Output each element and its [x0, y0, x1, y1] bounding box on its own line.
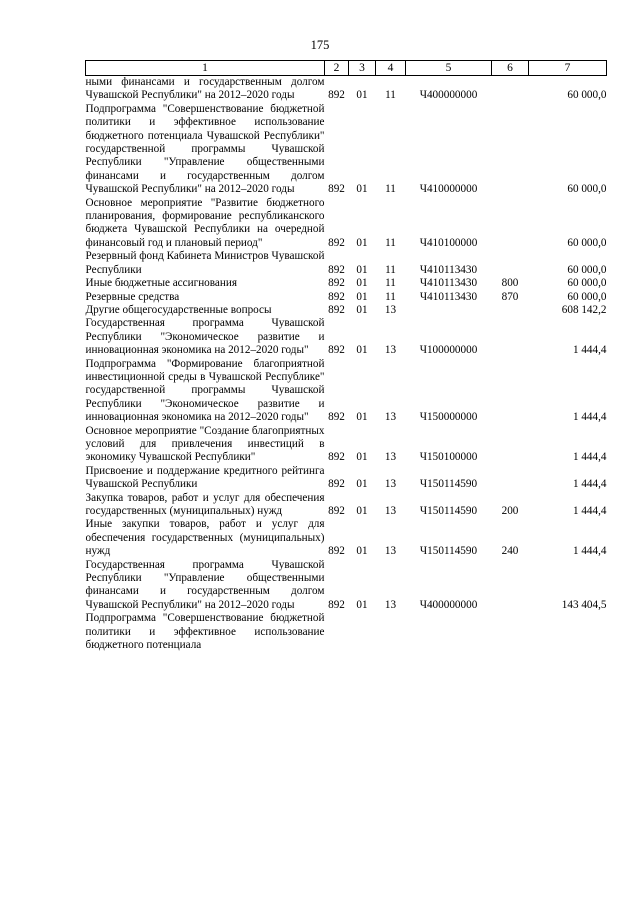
- ministry-code-cell: 892: [328, 277, 345, 290]
- amount-cell: 60 000,0: [567, 277, 607, 290]
- subsection-code-cell: 11: [385, 290, 396, 303]
- expense-type-cell: 800: [501, 277, 519, 290]
- header-col-6: 6: [492, 61, 529, 76]
- ministry-code-cell: 892: [328, 545, 345, 558]
- subsection-code-cell: 13: [384, 451, 397, 464]
- target-article-cell: Ч400000000: [419, 89, 478, 102]
- target-article-cell: Ч150000000: [419, 411, 478, 424]
- target-article-cell: Ч410113430: [419, 263, 478, 276]
- expense-type-cell: 870: [501, 290, 519, 303]
- amount-cell: 1 444,4: [572, 344, 607, 357]
- subsection-code-cell: 13: [384, 545, 397, 558]
- header-col-2: 2: [325, 61, 349, 76]
- header-col-5: 5: [406, 61, 492, 76]
- expense-type-cell: 200: [501, 505, 519, 517]
- subsection-code-cell: [376, 612, 406, 652]
- subsection-code-cell: 13: [384, 478, 397, 491]
- expense-type-cell: [492, 358, 529, 425]
- table-row: [86, 304, 607, 317]
- table-row: [86, 518, 607, 558]
- table-row: [86, 250, 607, 277]
- section-code-cell: 01: [356, 505, 368, 517]
- subsection-code-cell: 13: [384, 344, 397, 357]
- item-name-cell: Основное мероприятие "Развитие бюджетного планирования, формирование республиканского бюджета Чувашской Республики на очередной финансовый год и плановый период": [85, 196, 325, 249]
- section-code-cell: 01: [356, 89, 368, 102]
- header-col-4: 4: [376, 61, 406, 76]
- section-code-cell: 01: [356, 545, 368, 558]
- ministry-code-cell: 892: [328, 411, 345, 424]
- subsection-code-cell: 13: [384, 411, 397, 424]
- amount-cell: 1 444,4: [572, 451, 607, 464]
- subsection-code-cell: 13: [384, 598, 397, 611]
- expense-type-cell: [492, 465, 529, 492]
- target-article-cell: Ч100000000: [419, 344, 478, 357]
- section-code-cell: 01: [356, 598, 368, 611]
- expense-type-cell: [492, 76, 529, 103]
- section-code-cell: 01: [356, 277, 368, 290]
- target-article-cell: Ч410100000: [419, 236, 478, 249]
- amount-cell: [529, 612, 607, 652]
- table-row: [86, 103, 607, 197]
- ministry-code-cell: 892: [328, 263, 345, 276]
- target-article-cell: Ч410000000: [419, 183, 478, 196]
- page-number: 175: [310, 38, 330, 52]
- item-name-cell: Иные закупки товаров, работ и услуг для обеспечения государственных (муниципальных) нужд: [85, 518, 325, 558]
- item-name-cell: Подпрограмма "Совершенствование бюджетной политики и эффективное использование бюджетного потенциала Чувашской Республики" государственной программы Чувашской Республики "Управление общественными финансами и государственным долгом Чувашской Республики" на 2012–2020 годы: [85, 102, 325, 196]
- amount-cell: 60 000,0: [567, 290, 607, 303]
- expense-type-cell: [492, 103, 529, 197]
- item-name-cell: Резервные средства: [85, 290, 180, 303]
- expense-type-cell: [492, 425, 529, 465]
- table-row: [86, 291, 607, 304]
- subsection-code-cell: 13: [384, 303, 397, 316]
- amount-cell: 608 142,2: [561, 303, 607, 316]
- section-code-cell: 01: [356, 344, 368, 357]
- ministry-code-cell: 892: [328, 478, 345, 491]
- table-row: [86, 492, 607, 519]
- section-code-cell: 01: [356, 411, 368, 424]
- amount-cell: 60 000,0: [567, 183, 607, 196]
- subsection-code-cell: 11: [385, 183, 396, 196]
- ministry-code-cell: 892: [328, 290, 345, 303]
- ministry-code-cell: 892: [328, 451, 345, 464]
- header-col-1: 1: [86, 61, 325, 76]
- ministry-code-cell: 892: [328, 344, 345, 357]
- expense-type-cell: [492, 197, 529, 251]
- table-row: [86, 425, 607, 465]
- item-name-cell: Подпрограмма "Формирование благоприятной инвестиционной среды в Чувашской Республике" государственной программы Чувашской Республики "Экономическое развитие и инновационная экономика на 2012–2020 годы": [85, 357, 325, 424]
- item-name-cell: Государственная программа Чувашской Республики "Управление общественными финансами и государственным долгом Чувашской Республики" на 2012–2020 годы: [85, 558, 325, 611]
- item-name-cell: Иные бюджетные ассигнования: [85, 277, 237, 290]
- item-name-cell: Подпрограмма "Совершенствование бюджетной политики и эффективное использование бюджетного потенциала: [85, 612, 325, 652]
- table-row: [86, 612, 607, 652]
- subsection-code-cell: 11: [385, 263, 396, 276]
- target-article-cell: Ч150114590: [419, 505, 478, 517]
- subsection-code-cell: 11: [385, 236, 396, 249]
- target-article-cell: Ч150114590: [419, 545, 478, 558]
- section-code-cell: 01: [356, 263, 368, 276]
- ministry-code-cell: 892: [328, 303, 345, 316]
- expense-type-cell: [492, 250, 529, 277]
- section-code-cell: 01: [356, 478, 368, 491]
- ministry-code-cell: 892: [328, 598, 345, 611]
- target-article-cell: [406, 304, 492, 317]
- ministry-code-cell: 892: [328, 89, 345, 102]
- ministry-code-cell: 892: [328, 505, 345, 517]
- budget-table: [85, 60, 607, 652]
- item-name-cell: Основное мероприятие "Создание благоприятных условий для привлечения инвестиций в экономику Чувашской Республики": [85, 424, 325, 464]
- target-article-cell: Ч400000000: [419, 598, 478, 611]
- ministry-code-cell: 892: [328, 183, 345, 196]
- amount-cell: 143 404,5: [561, 598, 607, 611]
- subsection-code-cell: 11: [385, 89, 396, 102]
- table-row: [86, 559, 607, 613]
- ministry-code-cell: 892: [328, 236, 345, 249]
- expense-type-cell: [492, 612, 529, 652]
- amount-cell: 1 444,4: [572, 505, 607, 517]
- section-code-cell: 01: [356, 290, 368, 303]
- target-article-cell: Ч410113430: [419, 290, 478, 303]
- table-row: [86, 317, 607, 357]
- item-name-cell: Присвоение и поддержание кредитного рейтинга Чувашской Республики: [85, 464, 325, 491]
- item-name-cell: Резервный фонд Кабинета Министров Чувашской Республики: [85, 250, 325, 276]
- expense-type-cell: 240: [501, 545, 519, 558]
- table-row: [86, 277, 607, 290]
- item-name-cell: Закупка товаров, работ и услуг для обеспечения государственных (муниципальных) нужд: [85, 491, 325, 517]
- item-name-cell: ными финансами и государственным долгом Чувашской Республики" на 2012–2020 годы: [85, 76, 325, 102]
- expense-type-cell: [492, 317, 529, 357]
- target-article-cell: [406, 612, 492, 652]
- section-code-cell: 01: [356, 183, 368, 196]
- table-row: [86, 197, 607, 251]
- table-row: [86, 76, 607, 103]
- target-article-cell: Ч410113430: [419, 277, 478, 290]
- expense-type-cell: [492, 304, 529, 317]
- amount-cell: 1 444,4: [572, 411, 607, 424]
- table-row: [86, 358, 607, 425]
- section-code-cell: [349, 612, 376, 652]
- table-body: [86, 76, 607, 653]
- section-code-cell: 01: [356, 451, 368, 464]
- section-code-cell: 01: [356, 303, 368, 316]
- subsection-code-cell: 11: [385, 277, 396, 290]
- header-col-3: 3: [349, 61, 376, 76]
- item-name-cell: Другие общегосударственные вопросы: [85, 303, 272, 316]
- target-article-cell: Ч150114590: [419, 478, 478, 491]
- subsection-code-cell: 13: [384, 505, 397, 517]
- expense-type-cell: [492, 559, 529, 613]
- amount-cell: 60 000,0: [567, 236, 607, 249]
- section-code-cell: 01: [356, 236, 368, 249]
- item-name-cell: Государственная программа Чувашской Республики "Экономическое развитие и инновационная экономика на 2012–2020 годы": [85, 317, 325, 357]
- target-article-cell: Ч150100000: [419, 451, 478, 464]
- amount-cell: 60 000,0: [567, 263, 607, 276]
- header-col-7: 7: [529, 61, 607, 76]
- amount-cell: 60 000,0: [567, 89, 607, 102]
- table-header: [86, 61, 607, 76]
- amount-cell: 1 444,4: [572, 545, 607, 558]
- amount-cell: 1 444,4: [572, 478, 607, 491]
- header-row: [86, 61, 607, 76]
- ministry-code-cell: [325, 612, 349, 652]
- table-row: [86, 465, 607, 492]
